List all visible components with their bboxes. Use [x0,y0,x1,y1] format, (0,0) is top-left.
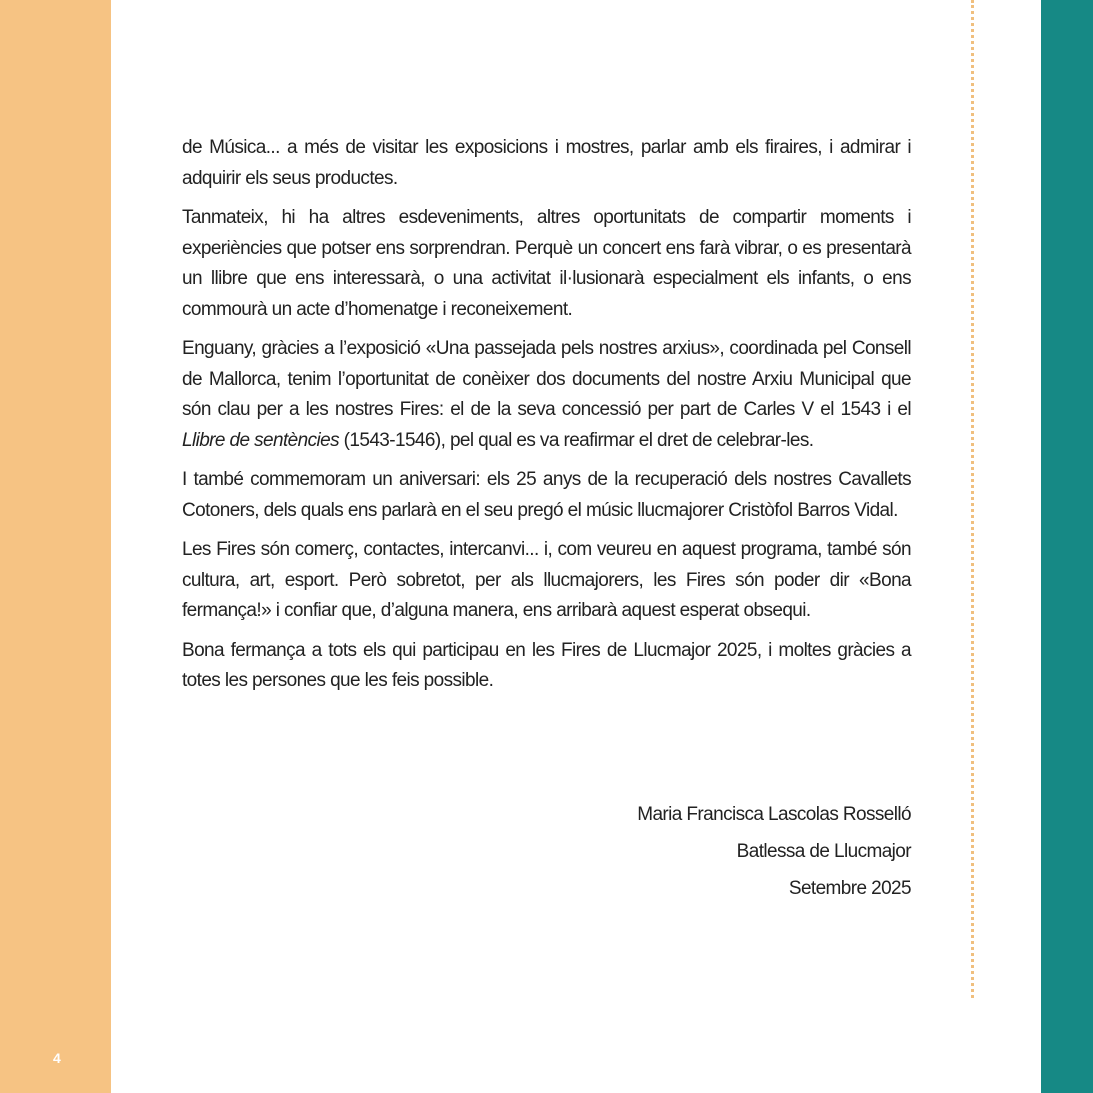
page-number: 4 [53,1050,61,1066]
paragraph-3-start: Enguany, gràcies a l’exposició «Una passejada pels nostres arxius», coordinada pel Consell de Mallorca, tenim l’oportunitat de conèixer dos documents del nostre Arxiu Municipal que són clau per a les nostres Fires: el de la seva concessió per part de Carles V el 1543 i el [182,338,911,420]
paragraph-3-end: (1543-1546), pel qual es va reafirmar el dret de celebrar-les. [339,429,814,451]
signature-date: Setembre 2025 [788,878,911,899]
dotted-divider [971,0,974,998]
signature-role: Batlessa de Llucmajor [736,841,911,862]
paragraph-6: Bona fermança a tots els qui participau en les Fires de Llucmajor 2025, i moltes gràcies a totes les persones que les feis possible. [182,639,911,691]
paragraph-5: Les Fires són comerç, contactes, intercanvi... i, com veureu en aquest programa, també són cultura, art, esport. Però sobretot, per als llucmajorers, les Fires són poder dir «Bona fermança!» i confiar que, d’alguna manera, ens arribarà aquest esperat obsequi. [182,539,911,621]
left-color-band [0,0,111,1093]
paragraph-2: Tanmateix, hi ha altres esdeveniments, altres oportunitats de compartir moments i experiències que potser ens sorprendran. Perquè un concert ens farà vibrar, o es presentarà un llibre que ens interessarà, o una activitat il·lusionarà especialment els infants, o ens commourà un acte d’homenatge i reconeixement. [182,207,911,320]
vertical-title: Fires Llucmajor [111,179,220,925]
signature-block [637,796,911,907]
body-text [182,133,911,706]
book-title: Llibre de sentències [182,429,339,451]
right-color-band [1041,0,1093,1093]
paragraph-4: I també commemoram un aniversari: els 25 anys de la recuperació dels nostres Cavallets Cotoners, dels quals ens parlarà en el seu pregó el músic llucmajorer Cristòfol Barros Vidal. [182,469,911,521]
signature-name: Maria Francisca Lascolas Rosselló [637,804,911,825]
paragraph-1: de Música... a més de visitar les exposicions i mostres, parlar amb els firaires, i admirar i adquirir els seus productes. [182,137,911,189]
paragraph-3 [182,334,911,456]
